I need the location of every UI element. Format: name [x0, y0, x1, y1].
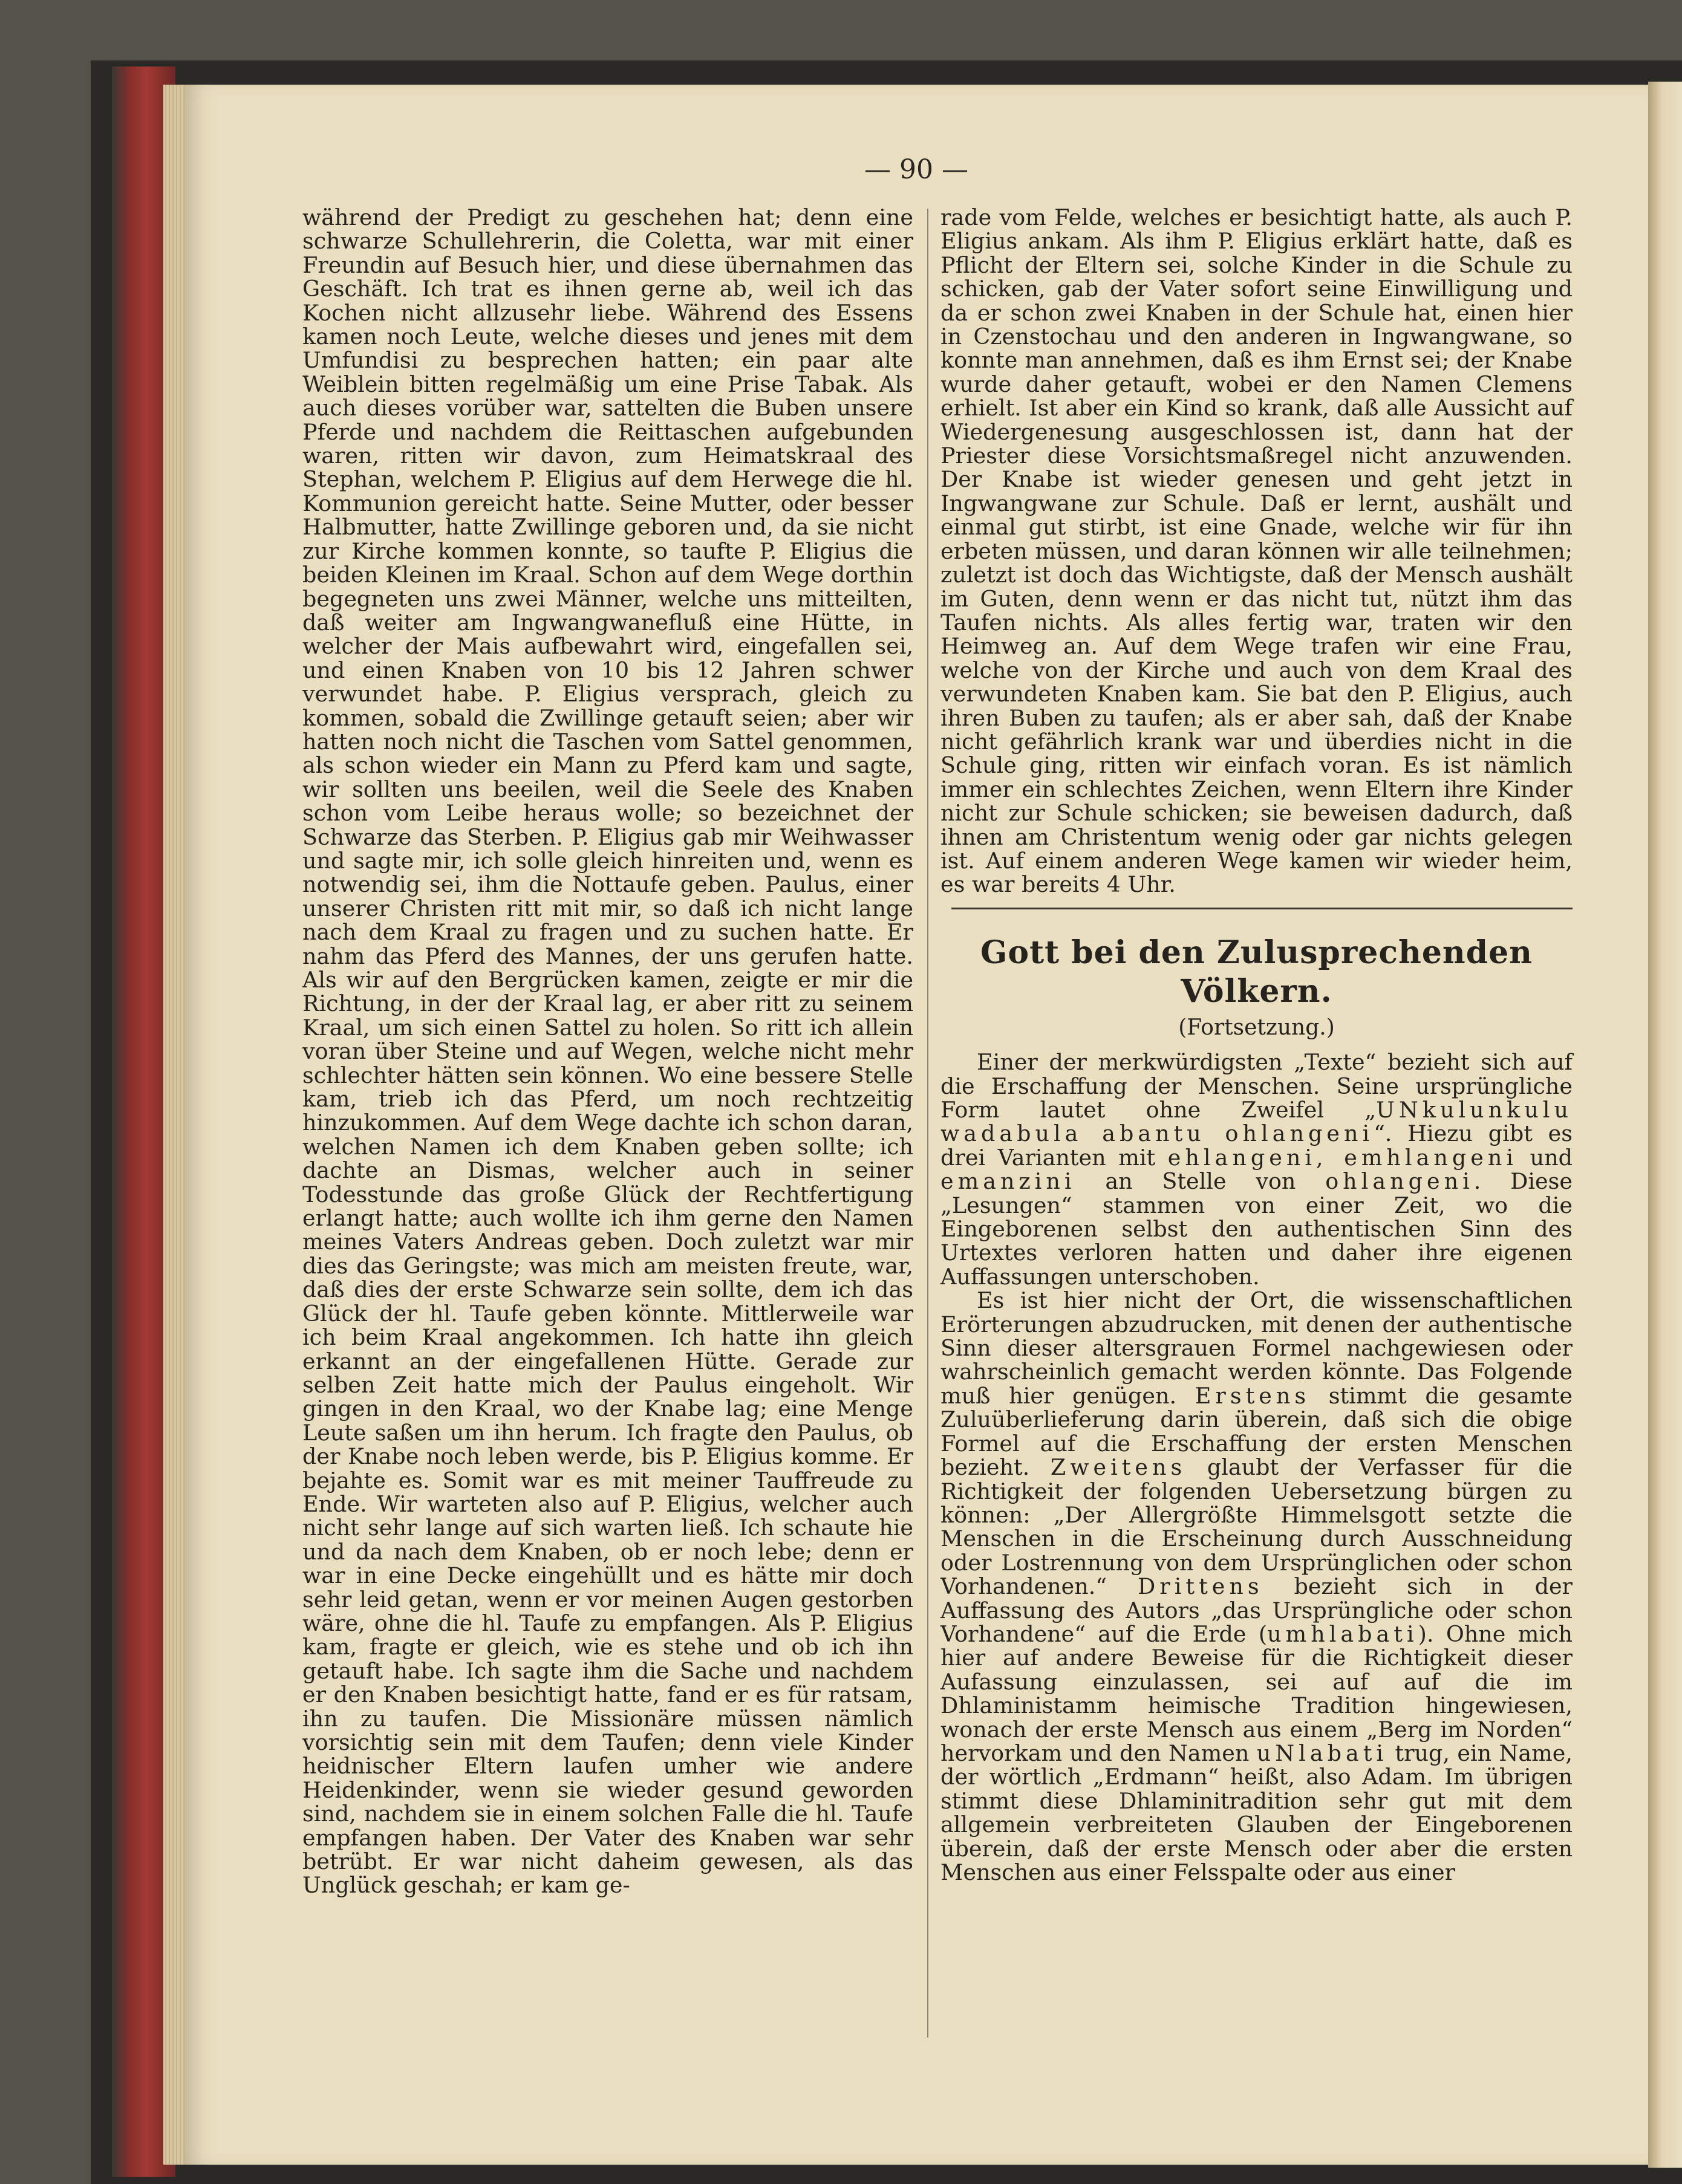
- emphasis-word: Zweitens: [1050, 1454, 1187, 1481]
- paragraph-text: an Stelle von: [1075, 1168, 1326, 1195]
- left-column: [302, 206, 913, 1897]
- section-rule: [951, 908, 1573, 909]
- emphasis-word: Drittens: [1138, 1573, 1263, 1600]
- article-continuation-text: rade vom Felde, welches er besichtigt hatte, als auch P. Eligius ankam. Als ihm P. Eligius erklärt hatte, daß es Pflicht der Eltern sei, solche Kinder in die Schule zu schicken, gab der Vater sofort seine Einwilligung und da er schon zwei Knaben in der Schule hat, einen hier in Czenstochau und den anderen in Ingwangwane, so konnte man annehmen, daß es ihm Ernst sei; der Knabe wurde daher getauft, wobei er den Namen Clemens erhielt. Ist aber ein Kind so krank, daß alle Aussicht auf Wiedergenesung ausgeschlossen ist, dann hat der Priester diese Vorsichtsmaßregel nicht anzuwenden. Der Knabe ist wieder genesen und geht jetzt in Ingwangwane zur Schule. Daß er lernt, aushält und einmal gut stirbt, ist eine Gnade, welche wir für ihn erbeten müssen, und daran können wir alle teilnehmen; zuletzt ist doch das Wichtigste, daß der Mensch aushält im Guten, denn wenn er das nicht tut, nützt ihm das Taufen nichts. Als alles fertig war, traten wir den Heimweg an. Auf dem Wege trafen wir eine Frau, welche von der Kirche und auch von dem Kraal des verwundeten Knaben kam. Sie bat den P. Eligius, auch ihren Buben zu taufen; als er aber sah, daß der Knabe nicht gefährlich krank war und überdies nicht in die Schule ging, ritten wir einfach voran. Es ist nämlich immer ein schlechtes Zeichen, wenn Eltern ihre Kinder nicht zur Schule schicken; sie beweisen dadurch, daß ihnen am Christentum wenig oder gar nichts gelegen ist. Auf einem anderen Wege kamen wir wieder heim, es war bereits 4 Uhr.: [940, 204, 1573, 898]
- paragraph-text: glaubt der Verfasser für die Richtigkeit der folgenden Uebersetzung bürgen zu können: „Der Allergrößte Himmelsgott setzte die Menschen in die Erscheinung durch Ausschneidung oder Lostrennung von dem Ursprünglichen oder schon Vorhandenen.“: [940, 1454, 1573, 1600]
- paragraph-text: stimmt die gesamte Zuluüberlieferung darin überein, daß sich die obige Formel auf die Erschaffung der ersten Menschen bezieht.: [940, 1382, 1573, 1481]
- section-subtitle: (Fortsetzung.): [1178, 1015, 1335, 1040]
- column-divider: [927, 209, 928, 2038]
- right-column: [940, 206, 1573, 1884]
- zulu-word: umhlabati: [1267, 1620, 1418, 1647]
- emphasis-word: Erstens: [1195, 1382, 1311, 1409]
- paragraph-text: bezieht sich in der Auffassung des Autors „das Ursprüngliche oder schon Vorhandene“ auf die Erde (: [940, 1573, 1573, 1647]
- zulu-variant: emanzini: [940, 1168, 1076, 1195]
- facing-page-edge: [1648, 82, 1682, 2168]
- left-column-text: während der Predigt zu geschehen hat; denn eine schwarze Schullehrerin, die Coletta, war mit einer Freundin auf Besuch hier, und diese übernahmen das Geschäft. Ich trat es ihnen gerne ab, weil ich das Kochen nicht allzusehr liebe. Während des Essens kamen noch Leute, welche dieses und jenes mit dem Umfundisi zu besprechen hatten; ein paar alte Weiblein bitten regelmäßig um eine Prise Tabak. Als auch dieses vorüber war, sattelten die Buben unsere Pferde und nachdem die Reittaschen aufgebunden waren, ritten wir davon, zum Heimatskraal des Stephan, welchem P. Eligius auf dem Herwege die hl. Kommunion gereicht hatte. Seine Mutter, oder besser Halbmutter, hatte Zwillinge geboren und, da sie nicht zur Kirche kommen konnte, so taufte P. Eligius die beiden Kleinen im Kraal. Schon auf dem Wege dorthin begegneten uns zwei Männer, welche uns mitteilten, daß weiter am Ingwangwanefluß eine Hütte, in welcher der Mais aufbewahrt wird, eingefallen sei, und einen Knaben von 10 bis 12 Jahren schwer verwundet habe. P. Eligius versprach, gleich zu kommen, sobald die Zwillinge getauft seien; aber wir hatten noch nicht die Taschen vom Sattel genommen, als schon wieder ein Mann zu Pferd kam und sagte, wir sollten uns beeilen, weil die Seele des Knaben schon vom Leibe heraus wolle; so bezeichnet der Schwarze das Sterben. P. Eligius gab mir Weihwasser und sagte mir, ich solle gleich hinreiten und, wenn es notwendig sei, ihm die Nottaufe geben. Paulus, einer unserer Christen ritt mit mir, so daß ich nicht lange nach dem Kraal zu fragen und zu suchen hatte. Er nahm das Pferd des Mannes, der uns gerufen hatte. Als wir auf den Bergrücken kamen, zeigte er mir die Richtung, in der der Kraal lag, er aber ritt zu seinem Kraal, um sich einen Sattel zu holen. So ritt ich allein voran über Steine und auf Wegen, welche nicht mehr schlechter hätten sein können. Wo eine bessere Stelle kam, trieb ich das Pferd, um noch rechtzeitig hinzukommen. Auf dem Wege dachte ich schon daran, welchen Namen ich dem Knaben geben sollte; ich dachte an Dismas, welcher auch in seiner Todesstunde das große Glück der Rechtfertigung erlangt hatte; auch wollte ich ihm gerne den Namen meines Vaters Andreas geben. Doch zuletzt war mir dies das Geringste; was mich am meisten freute, war, daß dies der erste Schwarze sein sollte, dem ich das Glück der hl. Taufe geben könnte. Mittlerweile war ich beim Kraal angekommen. Ich hatte ihn gleich erkannt an der eingefallenen Hütte. Gerade zur selben Zeit hatte mich der Paulus eingeholt. Wir gingen in den Kraal, wo der Knabe lag; eine Menge Leute saßen um ihn herum. Ich fragte den Paulus, ob der Knabe noch leben werde, bis P. Eligius komme. Er bejahte es. Somit war es mit meiner Tauffreude zu Ende. Wir warteten also auf P. Eligius, welcher auch nicht sehr lange auf sich warten ließ. Ich schaute hie und da nach dem Knaben, ob er noch lebe; denn er war in eine Decke eingehüllt und es hätte mir doch sehr leid getan, wenn er vor meinen Augen gestorben wäre, ohne die hl. Taufe zu empfangen. Als P. Eligius kam, fragte er gleich, wie es stehe und ob ich ihn getauft habe. Ich sagte ihm die Sache und nachdem er den Knaben besichtigt hatte, fand er es für ratsam, ihn zu taufen. Die Missionäre müssen nämlich vorsichtig sein mit dem Taufen; denn viele Kinder heidnischer Eltern laufen umher wie andere Heidenkinder, wenn sie wieder gesund geworden sind, nachdem sie in einem solchen Falle die hl. Taufe empfangen haben. Der Vater des Knaben war sehr betrübt. Er war nicht daheim gewesen, als das Unglück geschah; er kam ge-: [302, 204, 913, 1899]
- paragraph-text: trug, ein Name, der wörtlich „Erdmann“ heißt, also Adam. Im übrigen stimmt diese Dhlaminitradition sehr gut mit dem allgemein verbreiteten Glauben der Eingeborenen überein, daß der erste Mensch oder aber die ersten Menschen aus einer Felsspalte oder aus einer: [940, 1740, 1573, 1885]
- zulu-formula: UNkulunkulu wadabula abantu ohlangeni: [940, 1097, 1573, 1147]
- zulu-variant: ehlangeni, emhlangeni: [1167, 1144, 1518, 1171]
- section-title: Gott bei den Zulusprechenden Völkern.: [980, 934, 1533, 1010]
- paragraph-text: “. Hiezu gibt es drei Varianten mit: [940, 1120, 1573, 1171]
- zulu-word: uNlabati: [1256, 1740, 1388, 1766]
- paragraph-text: ). Ohne mich hier auf andere Beweise für die Richtigkeit dieser Aufassung einzulassen, sei auf auf die im Dhlaministamm heimische Tradition hingewiesen, wonach der erste Mensch aus einem „Berg im Norden“ hervorkam und den Namen: [940, 1620, 1573, 1766]
- paragraph-text: Einer der merkwürdigsten „Texte“ bezieht sich auf die Erschaffung der Menschen. Seine ursprüngliche Form lautet ohne Zweifel „: [940, 1049, 1573, 1123]
- paragraph-text: Es ist hier nicht der Ort, die wissenschaftlichen Erörterungen abzudrucken, mit denen der authentische Sinn dieser altersgrauen Formel nachgewiesen oder wahrscheinlich gemacht werden könnte. Das Folgende muß hier genügen.: [940, 1287, 1573, 1409]
- page-number: — 90 —: [864, 154, 968, 185]
- paragraph-text: . Diese „Lesungen“ stammen von einer Zeit, wo die Eingeborenen selbst den authentischen Sinn des Urtextes verloren hatten und daher ihre eigenen Auffassungen unterschoben.: [940, 1168, 1573, 1290]
- paragraph-text: und: [1517, 1144, 1573, 1171]
- zulu-variant: ohlangeni: [1325, 1168, 1474, 1195]
- section-paragraph-1: [940, 1050, 1573, 1289]
- section-paragraph-2: [940, 1289, 1573, 1884]
